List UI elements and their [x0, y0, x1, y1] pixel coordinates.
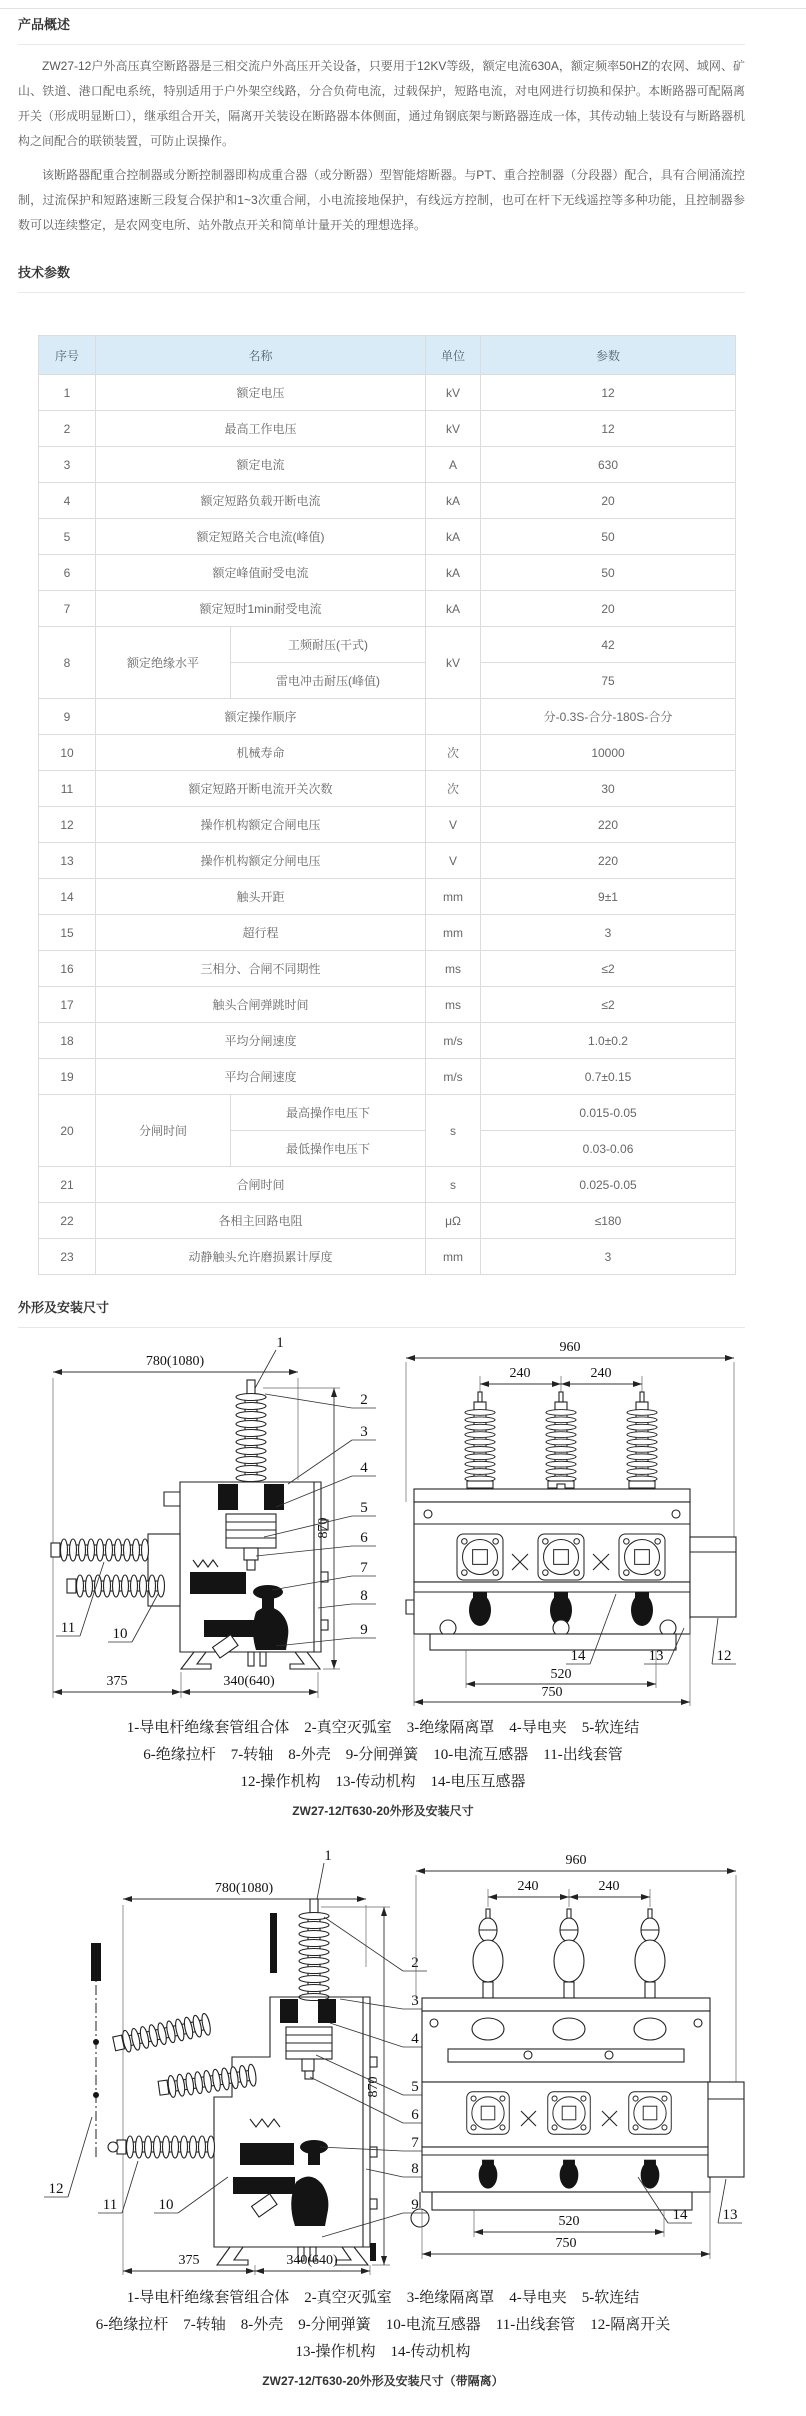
cell-subname: 工频耐压(干式) — [231, 627, 426, 663]
figure2-legend-line-1: 1-导电杆绝缘套管组合体 2-真空灭弧室 3-绝缘隔离罩 4-导电夹 5-软连结 — [126, 2290, 640, 2306]
cell-unit: 次 — [426, 735, 481, 771]
specs-table-header — [39, 336, 736, 375]
table-row — [39, 987, 736, 1023]
cell-name: 操作机构额定分闸电压 — [96, 843, 426, 879]
cell-no: 15 — [39, 915, 96, 951]
cell-no: 16 — [39, 951, 96, 987]
cell-no: 23 — [39, 1239, 96, 1275]
cell-value: 3 — [481, 1239, 736, 1275]
figure1-legend-line-1: 1-导电杆绝缘套管组合体 2-真空灭弧室 3-绝缘隔离罩 4-导电夹 5-软连结 — [126, 1720, 640, 1736]
cell-unit: m/s — [426, 1059, 481, 1095]
cell-no: 4 — [39, 483, 96, 519]
dim-mount-2: 520 — [558, 2214, 580, 2229]
cell-no: 9 — [39, 699, 96, 735]
cell-value: 30 — [481, 771, 736, 807]
cell-no: 5 — [39, 519, 96, 555]
cell-unit: 次 — [426, 771, 481, 807]
cell-no: 2 — [39, 411, 96, 447]
figure2-legend-line-3: 13-操作机构 14-传动机构 — [295, 2344, 471, 2360]
overview-paragraph-2: 该断路器配重合控制器或分断控制器即构成重合器（或分断器）型智能熔断器。与PT、重合控制器（分段器）配合，具有合闸涌流控制，过流保护和短路速断三段复合保护和1~3次重合闸，小电流接地保护，有线远方控制，也可在杆下无线遥控等多种功能，且控制器参数可以连续整定，是农网变电所、站外散点开关和简单计量开关的理想选择。 — [18, 168, 745, 232]
table-row — [39, 1059, 736, 1095]
overview-paragraph-1: ZW27-12户外高压真空断路器是三相交流户外高压开关设备，只要用于12KV等级，额定电流630A，额定频率50HZ的农网、域网、矿山、铁道、港口配电系统，特别适用于户外架空线路，分合负荷电流，过载保护，短路电流，对电网进行切换和保护。本断路器可配隔离开关（形成明显断口），继承组合开关，隔离开关装设在断路器本体侧面，通过角钢底架与断路器连成一体，其传动轴上装设有与断路器机构之间配合的联锁装置，可防止误操作。 — [18, 59, 745, 148]
specs-table-body — [39, 375, 736, 1275]
dim-side-width: 780(1080) — [145, 1354, 205, 1369]
table-row — [39, 447, 736, 483]
dim-foot-left-2: 375 — [178, 2253, 200, 2268]
cell-unit: m/s — [426, 1023, 481, 1059]
cell-no: 10 — [39, 735, 96, 771]
callout-10: 10 — [112, 1626, 128, 1642]
dim-phase-right: 240 — [590, 1366, 612, 1381]
specs-rule — [18, 292, 745, 293]
cell-value: 12 — [481, 411, 736, 447]
callout-14-f2: 14 — [672, 2207, 688, 2223]
callout-4-f2: 4 — [411, 2031, 419, 2047]
overview-title: 产品概述 — [18, 17, 71, 32]
cell-unit — [426, 699, 481, 735]
callout-14: 14 — [570, 1648, 586, 1664]
cell-value: 630 — [481, 447, 736, 483]
cell-value: 0.7±0.15 — [481, 1059, 736, 1095]
dim-foot-left: 375 — [106, 1674, 128, 1689]
callout-11: 11 — [60, 1620, 76, 1636]
cell-name: 额定操作顺序 — [96, 699, 426, 735]
cell-no: 18 — [39, 1023, 96, 1059]
header-name: 名称 — [96, 336, 426, 375]
cell-value: 9±1 — [481, 879, 736, 915]
cell-subname: 最高操作电压下 — [231, 1095, 426, 1131]
cell-name: 触头合闸弹跳时间 — [96, 987, 426, 1023]
cell-no: 19 — [39, 1059, 96, 1095]
dim-base-2: 750 — [555, 2236, 577, 2251]
cell-name: 触头开距 — [96, 879, 426, 915]
cell-value: 0.025-0.05 — [481, 1167, 736, 1203]
cell-value: 220 — [481, 807, 736, 843]
cell-name: 平均合闸速度 — [96, 1059, 426, 1095]
cell-no: 1 — [39, 375, 96, 411]
cell-unit: A — [426, 447, 481, 483]
callout-9-f2: 9 — [411, 2197, 419, 2213]
fig1-side-view — [51, 1335, 376, 1698]
cell-unit: ms — [426, 951, 481, 987]
cell-value: 10000 — [481, 735, 736, 771]
cell-value: 3 — [481, 915, 736, 951]
fig2-front-view — [411, 1853, 744, 2259]
cell-subname: 最低操作电压下 — [231, 1131, 426, 1167]
cell-no: 8 — [39, 627, 96, 699]
figure1-caption: ZW27-12/T630-20外形及安装尺寸 — [292, 1804, 474, 1818]
header-no: 序号 — [39, 336, 96, 375]
fig2-side-view — [44, 1848, 427, 2275]
cell-name: 机械寿命 — [96, 735, 426, 771]
dim-phase-left: 240 — [509, 1366, 531, 1381]
cell-value: ≤180 — [481, 1203, 736, 1239]
cell-value: ≤2 — [481, 951, 736, 987]
table-row — [39, 591, 736, 627]
dim-side-width-2: 780(1080) — [214, 1881, 274, 1896]
table-row — [39, 879, 736, 915]
table-row — [39, 915, 736, 951]
table-row — [39, 1095, 736, 1131]
callout-2-f2: 2 — [411, 1955, 419, 1971]
callout-9: 9 — [360, 1622, 368, 1638]
cell-no: 21 — [39, 1167, 96, 1203]
table-row — [39, 771, 736, 807]
table-row — [39, 951, 736, 987]
callout-6-f2: 6 — [411, 2107, 419, 2123]
dim-phase-right-2: 240 — [598, 1879, 620, 1894]
cell-name: 额定电流 — [96, 447, 426, 483]
dimensions-title: 外形及安装尺寸 — [18, 1300, 110, 1315]
cell-value: 75 — [481, 663, 736, 699]
specs-title: 技术参数 — [18, 265, 71, 280]
cell-value: ≤2 — [481, 987, 736, 1023]
cell-unit: V — [426, 807, 481, 843]
table-row — [39, 627, 736, 663]
cell-value: 分-0.3S-合分-180S-合分 — [481, 699, 736, 735]
callout-8: 8 — [360, 1588, 368, 1604]
callout-13: 13 — [648, 1648, 664, 1664]
cell-name: 操作机构额定合闸电压 — [96, 807, 426, 843]
cell-unit: ms — [426, 987, 481, 1023]
cell-value: 220 — [481, 843, 736, 879]
cell-name: 合闸时间 — [96, 1167, 426, 1203]
cell-name: 额定短路负载开断电流 — [96, 483, 426, 519]
table-row — [39, 411, 736, 447]
cell-no: 6 — [39, 555, 96, 591]
dim-height-2: 870 — [366, 2076, 381, 2098]
cell-no: 13 — [39, 843, 96, 879]
cell-unit: kV — [426, 411, 481, 447]
overview-rule — [18, 44, 745, 45]
table-row — [39, 375, 736, 411]
figure2-legend — [18, 2285, 748, 2366]
dim-foot-right: 340(640) — [223, 1674, 275, 1689]
table-row — [39, 555, 736, 591]
cell-unit: kV — [426, 627, 481, 699]
dim-mount: 520 — [550, 1667, 572, 1682]
cell-no: 12 — [39, 807, 96, 843]
callout-2: 2 — [360, 1392, 368, 1408]
cell-value: 42 — [481, 627, 736, 663]
cell-no: 17 — [39, 987, 96, 1023]
callout-1-f2: 1 — [324, 1848, 332, 1864]
cell-unit: kA — [426, 483, 481, 519]
cell-subname: 雷电冲击耐压(峰值) — [231, 663, 426, 699]
figure1-legend — [18, 1715, 748, 1796]
dim-front-width-2: 960 — [565, 1853, 587, 1868]
cell-value: 20 — [481, 591, 736, 627]
cell-unit: s — [426, 1167, 481, 1203]
table-row — [39, 1023, 736, 1059]
cell-name: 额定短路关合电流(峰值) — [96, 519, 426, 555]
figure2-caption: ZW27-12/T630-20外形及安装尺寸（带隔离） — [262, 2374, 504, 2388]
cell-value: 0.015-0.05 — [481, 1095, 736, 1131]
cell-name: 三相分、合闸不同期性 — [96, 951, 426, 987]
cell-unit: mm — [426, 1239, 481, 1275]
cell-no: 7 — [39, 591, 96, 627]
header-param: 参数 — [481, 336, 736, 375]
cell-value: 20 — [481, 483, 736, 519]
dim-base: 750 — [541, 1685, 563, 1700]
figure2-technical-drawing — [18, 1847, 748, 2277]
table-row — [39, 735, 736, 771]
fig1-front-view — [406, 1340, 736, 1706]
figure1-legend-line-2: 6-绝缘拉杆 7-转轴 8-外壳 9-分闸弹簧 10-电流互感器 11-出线套管 — [143, 1747, 623, 1763]
callout-5: 5 — [360, 1500, 368, 1516]
specs-table — [38, 335, 736, 1275]
cell-value: 0.03-0.06 — [481, 1131, 736, 1167]
dim-height: 870 — [316, 1517, 331, 1539]
table-row — [39, 1167, 736, 1203]
cell-no: 22 — [39, 1203, 96, 1239]
cell-value: 1.0±0.2 — [481, 1023, 736, 1059]
callout-3-f2: 3 — [411, 1993, 419, 2009]
callout-11-f2: 11 — [102, 2197, 118, 2213]
cell-name: 额定电压 — [96, 375, 426, 411]
callout-12-f2: 12 — [48, 2181, 64, 2197]
cell-name: 额定短时1min耐受电流 — [96, 591, 426, 627]
callout-5-f2: 5 — [411, 2079, 419, 2095]
callout-3: 3 — [360, 1424, 368, 1440]
callout-7-f2: 7 — [411, 2135, 419, 2151]
figure2-legend-line-2: 6-绝缘拉杆 7-转轴 8-外壳 9-分闸弹簧 10-电流互感器 11-出线套管 12-隔离开关 — [95, 2317, 671, 2333]
figure1-legend-line-3: 12-操作机构 13-传动机构 14-电压互感器 — [240, 1774, 526, 1790]
cell-unit: V — [426, 843, 481, 879]
cell-unit: kA — [426, 519, 481, 555]
cell-name: 额定绝缘水平 — [96, 627, 231, 699]
cell-value: 50 — [481, 519, 736, 555]
header-unit: 单位 — [426, 336, 481, 375]
table-row — [39, 843, 736, 879]
cell-name: 各相主回路电阻 — [96, 1203, 426, 1239]
dim-foot-right-2: 340(640) — [286, 2253, 338, 2268]
figure1-technical-drawing — [18, 1332, 748, 1707]
dim-front-width: 960 — [559, 1340, 581, 1355]
table-row — [39, 483, 736, 519]
cell-unit: kV — [426, 375, 481, 411]
table-row — [39, 1203, 736, 1239]
cell-value: 50 — [481, 555, 736, 591]
callout-12: 12 — [716, 1648, 732, 1664]
callout-6: 6 — [360, 1530, 368, 1546]
cell-no: 11 — [39, 771, 96, 807]
cell-name: 额定峰值耐受电流 — [96, 555, 426, 591]
cell-unit: kA — [426, 555, 481, 591]
callout-4: 4 — [360, 1460, 368, 1476]
cell-unit: μΩ — [426, 1203, 481, 1239]
table-row — [39, 699, 736, 735]
cell-unit: mm — [426, 915, 481, 951]
table-row — [39, 807, 736, 843]
dimensions-rule — [18, 1327, 745, 1328]
cell-name: 动静触头允许磨损累计厚度 — [96, 1239, 426, 1275]
callout-1: 1 — [276, 1335, 284, 1351]
cell-no: 3 — [39, 447, 96, 483]
cell-no: 20 — [39, 1095, 96, 1167]
cell-value: 12 — [481, 375, 736, 411]
cell-no: 14 — [39, 879, 96, 915]
dim-phase-left-2: 240 — [517, 1879, 539, 1894]
table-row — [39, 519, 736, 555]
table-row — [39, 1239, 736, 1275]
cell-name: 超行程 — [96, 915, 426, 951]
callout-10-f2: 10 — [158, 2197, 174, 2213]
cell-name: 最高工作电压 — [96, 411, 426, 447]
cell-name: 平均分闸速度 — [96, 1023, 426, 1059]
cell-unit: s — [426, 1095, 481, 1167]
cell-name: 额定短路开断电流开关次数 — [96, 771, 426, 807]
cell-name: 分闸时间 — [96, 1095, 231, 1167]
callout-8-f2: 8 — [411, 2161, 419, 2177]
cell-unit: mm — [426, 879, 481, 915]
callout-13-f2: 13 — [722, 2207, 738, 2223]
callout-7: 7 — [360, 1560, 368, 1576]
cell-unit: kA — [426, 591, 481, 627]
